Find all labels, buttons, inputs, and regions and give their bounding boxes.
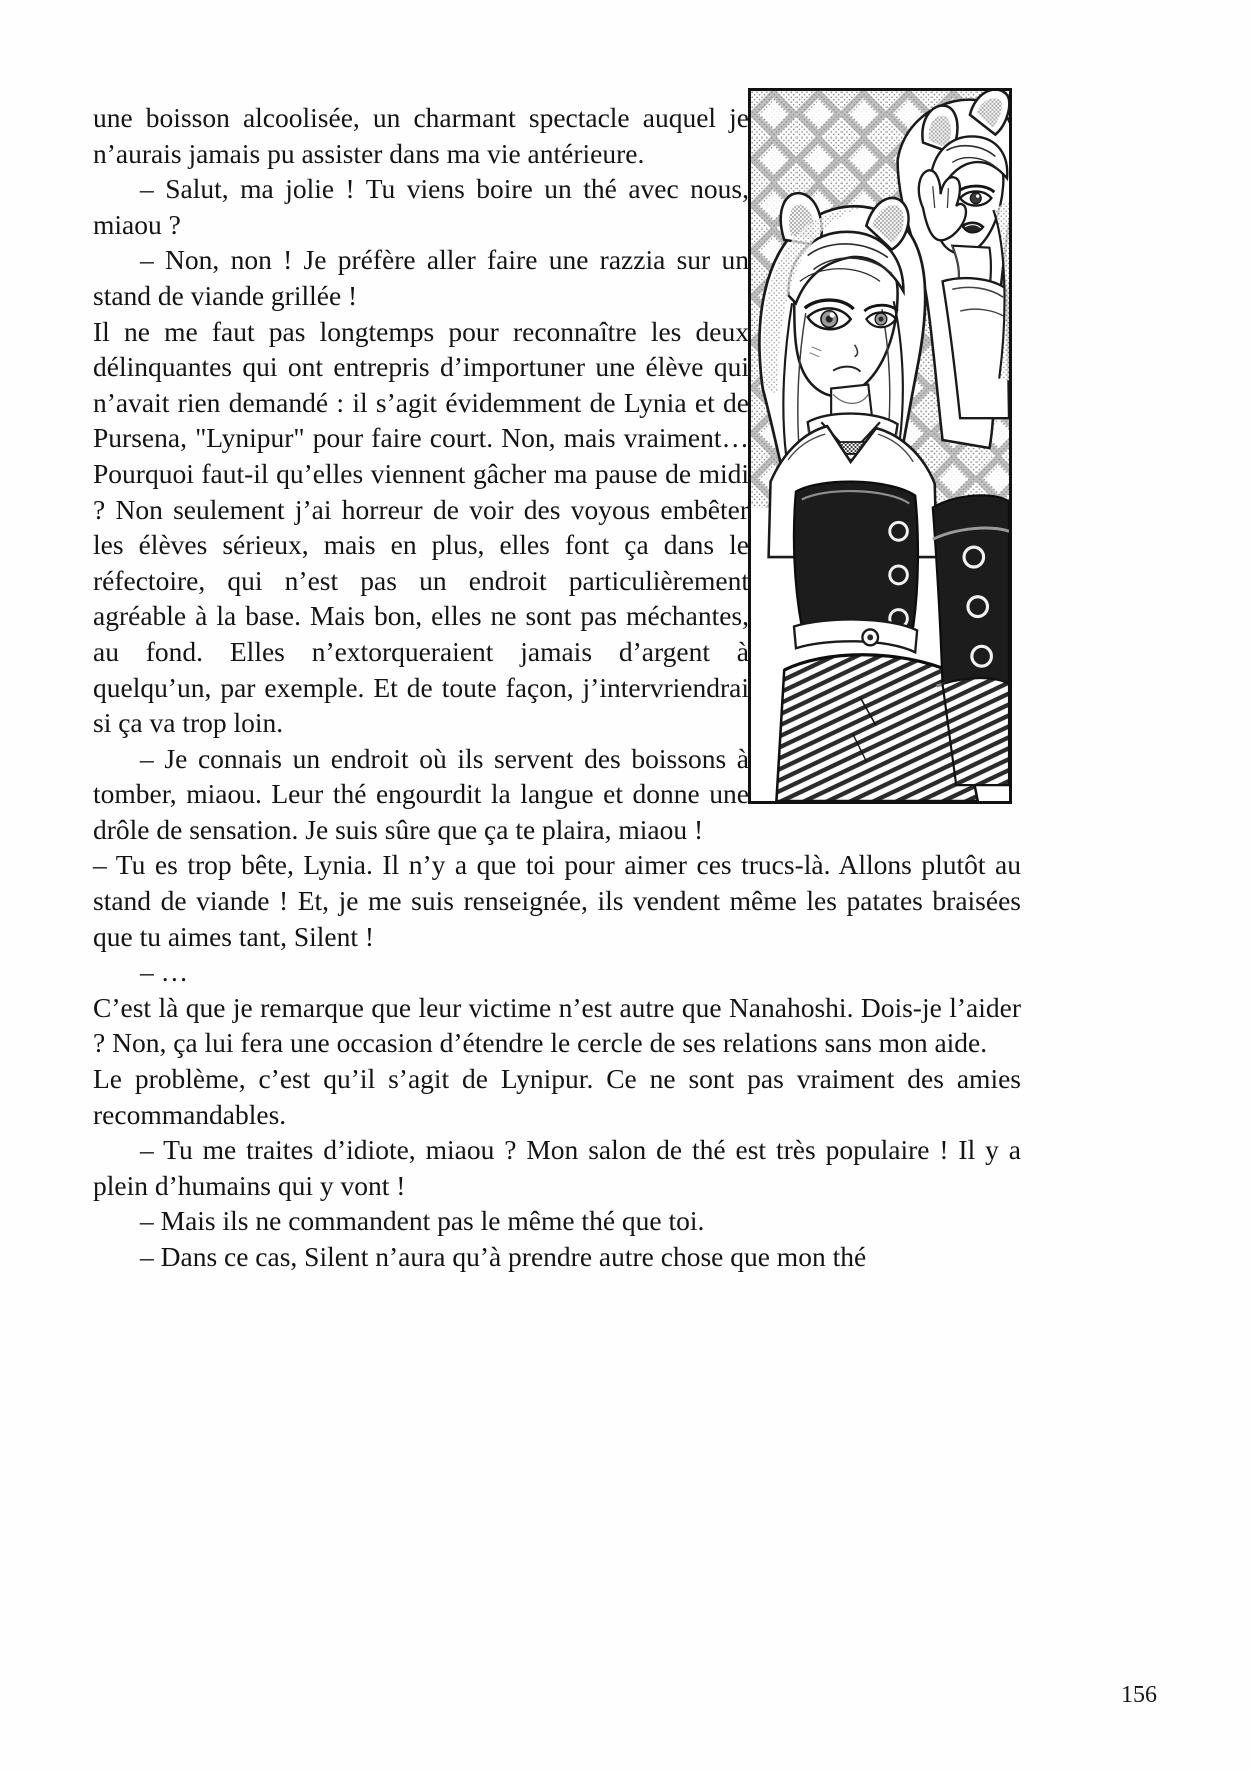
- paragraph: Il ne me faut pas longtemps pour reconnaître les deux délinquantes qui ont entrepris d’importuner une élève qui n’avait rien demandé : il s’agit évidemment de Lynia et de Pursena, "Lynipur" pour faire court. Non, mais vraiment… Pourquoi faut-il qu’elles viennent gâcher ma pause de midi ? Non seulement j’ai horreur de voir des voyous embêter les élèves sérieux, mais en plus, elles font ça dans le réfectoire, qui n’est pas un endroit particulièrement agréable à la base. Mais bon, elles ne sont pas méchantes, au fond. Elles n’extorqueraient jamais d’argent à quelqu’un, par exemple. Et de toute façon, j’intervriendrai si ça va trop loin.: [93, 315, 749, 739]
- paragraph: une boisson alcoolisée, un charmant spectacle auquel je n’aurais jamais pu assister dans ma vie antérieure.: [93, 102, 749, 169]
- paragraph: – Je connais un endroit où ils servent des boissons à tomber, miaou. Leur thé engourdit la langue et donne une drôle de sensation. Je suis sûre que ça te plaira, miaou !: [93, 742, 749, 845]
- paragraph: – …: [140, 956, 189, 988]
- paragraph: – Non, non ! Je préfère aller faire une razzia sur un stand de viande grillée !: [93, 244, 749, 311]
- page-number: 156: [1121, 1682, 1157, 1708]
- paragraph: – Mais ils ne commandent pas le même thé que toi.: [140, 1205, 705, 1237]
- paragraph: – Salut, ma jolie ! Tu viens boire un thé avec nous, miaou ?: [93, 173, 749, 240]
- illustration-float-spacer: [749, 88, 1021, 804]
- paragraph: – Tu es trop bête, Lynia. Il n’y a que toi pour aimer ces trucs-là. Allons plutôt au stand de viande ! Et, je me suis renseignée, ils vendent même les patates braisées que tu aimes tant, Silent !: [93, 849, 1021, 952]
- paragraph: – Dans ce cas, Silent n’aura qu’à prendre autre chose que mon thé: [140, 1241, 867, 1272]
- paragraph: C’est là que je remarque que leur victime n’est autre que Nanahoshi. Dois-je l’aider ? Non, ça lui fera une occasion d’étendre le cercle de ses relations sans mon aide.: [93, 991, 1021, 1059]
- paragraph: – Tu me traites d’idiote, miaou ? Mon salon de thé est très populaire ! Il y a plein d’humains qui y vont !: [93, 1134, 1021, 1201]
- body-text-column: [93, 100, 1021, 1275]
- paragraph: Le problème, c’est qu’il s’agit de Lynipur. Ce ne sont pas vraiment des amies recommandables.: [93, 1063, 1021, 1130]
